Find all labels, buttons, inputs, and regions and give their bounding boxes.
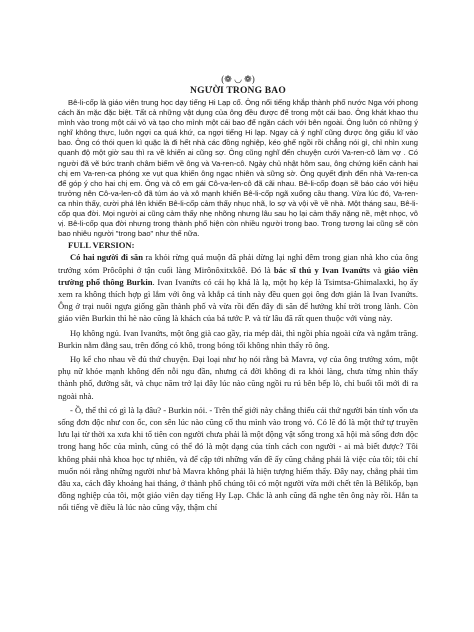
story-paragraph-3: Họ kể cho nhau về đủ thứ chuyện. Đại loại như họ nói rằng bà Mavra, vợ của ông trưởng xóm, một phụ nữ khỏe mạnh không đến nỗi ngu đần, nhưng cả đời không đi ra khỏi làng, chưa từng nhìn thấy thành phố, đường sắt, và chục năm trở lại đây lúc nào cũng ngồi ru rú bên bếp lò, chỉ buổi tối mới đi ra ngoài nhà. (58, 353, 418, 401)
story-paragraph-4: - Ồ, thế thì có gì là lạ đâu? - Burkin nói. - Trên thế giới này chẳng thiếu cái thứ người bản tính vốn ưa sống đơn độc như con ốc, con sên lúc nào cũng cố thu mình vào trong vỏ. Có lẽ đó là một thứ tự truyền lưu lại từ thời xa xưa khi tổ tiên con người chưa phải là một động vật sống trong xã hội mà sống đơn độc trong hang hốc của mình, cũng có thể đó là một dạng của tính cách con người - ai mà biết được? Tôi không phải nhà khoa học tự nhiên, và để cập tới những vấn đề ấy cũng chẳng phải là việc của tôi; tôi chỉ muốn nói rằng những người như bà Mavra không phải là hiện tượng hiếm thấy. Đây nay, chẳng phải tìm đâu xa, cách đây khoảng hai tháng, ở thành phố chúng tôi có một người vừa mới chết tên là Bêlikốp, bạn đồng nghiệp của tôi, một giáo viên dạy tiếng Hy Lạp. Chắc là anh cũng đã nghe tên ông này rồi. Hắn ta nổi tiếng về điều là lúc nào cũng vậy, thậm chí (58, 404, 418, 513)
bold-phrase: giáo viên trường phổ thông Burkin (58, 264, 418, 287)
paragraph-text: và (369, 264, 385, 275)
paragraph-text: ra khỏi rừng quá muộn đã phải dừng lại nghỉ đêm trong gian nhà kho của ông trưởng xóm Prôcôphi ở tận cuối làng Mirônôxitxkôê. Đó là (58, 252, 419, 275)
paragraph-text: . Ivan Ivanứts có cái họ khá là lạ, một họ kép là Tsimtsa-Ghimalaxki, họ ấy xem ra không thích hợp gì lắm với ông và khắp cả tỉnh này đều quen gọi ông đơn giản là Ivan Ivanứts. Ông ở trại nuôi ngựa giống gần thành phố và vừa rồi đến đây đi săn để hưởng khí trời trong lành. Còn giáo viên Burkin thì hè nào cũng là khách của bá tước P. và từ lâu đã rất quen thuộc với vùng này. (58, 276, 418, 324)
story-paragraph-2: Họ không ngủ. Ivan Ivanứts, một ông già cao gầy, ria mép dài, thì ngồi phía ngoài cửa và ngắm trăng. Burkin nằm đằng sau, trên đống cỏ khô, trong bóng tối không nhìn thấy rõ ông. (58, 327, 418, 350)
story-paragraph-1 (58, 251, 418, 324)
document-title: NGƯỜI TRONG BAO (190, 86, 286, 96)
bold-phrase: Có hai người đi săn (70, 252, 143, 263)
summary-paragraph: Bê-li-cốp là giáo viên trung học dạy tiếng Hi Lạp cổ. Ông nổi tiếng khắp thành phố nước Nga với phong cách ăn mặc đặc biệt. Tất cả những vật dụng của ông đều được để trong một cái bao. Ông khát khao thu mình vào trong một cái vỏ và tạo cho mình một cái bao để ngăn cách với bên ngoài. Ông luôn có những ý nghĩ không thực, luôn ngợi ca quá khứ, ca ngợi tiếng Hi lạp. Ngay cả ý nghĩ cũng được ông giấu kĩ vào bao. Ông có thói quen kì quặc là đi hết nhà các đồng nghiệp, kéo ghế ngồi rồi chẳng nói gì, chỉ nhìn xung quanh độ một giờ sau thì ra về khiến ai cũng sợ. Ông cũng nghĩ đến chuyện cưới Va-ren-cô làm vợ . Có người đã vẽ bức tranh châm biếm về ông và Va-ren-cô. Ngày chủ nhật hôm sau, ông chứng kiến cảnh hai chị em Va-ren-ca phóng xe vụt qua khiến ông ngạc nhiên và sững sờ. Ông quyết định đến nhà Va-ren-ca để góp ý cho hai chị em. Ông và cô em gái Cô-va-len-cô đã cãi nhau. Bê-li-cốp đoạn sẽ báo cáo với hiệu trưởng nên Cô-va-len-cô đã túm áo và xô mạnh khiến Bê-li-cốp ngã xuống cầu thang. Vừa lúc đó, Va-ren-ca nhìn thấy, cười phá lên khiến Bê-li-cốp cảm thấy nhục nhã, lo sợ và vội về về nhà. Một tháng sau, Bê-li- cốp qua đời. Mọi người ai cũng cảm thấy nhẹ nhõng nhưng lâu sau họ lại cảm thấy nặng nề, mệt nhọc, vô vị. Bê-li-cốp qua đời nhưng trong thành phố hiện còn nhiều người trong bao. Trong tương lai cũng sẽ còn bao nhiêu người "trong bao" như thế nữa. (58, 98, 418, 239)
bold-phrase: bác sĩ thú y Ivan Ivanứts (273, 264, 370, 275)
full-version-label: FULL VERSION: (68, 240, 135, 251)
title-ornament: (❁ ◡ ❁) (221, 74, 255, 84)
